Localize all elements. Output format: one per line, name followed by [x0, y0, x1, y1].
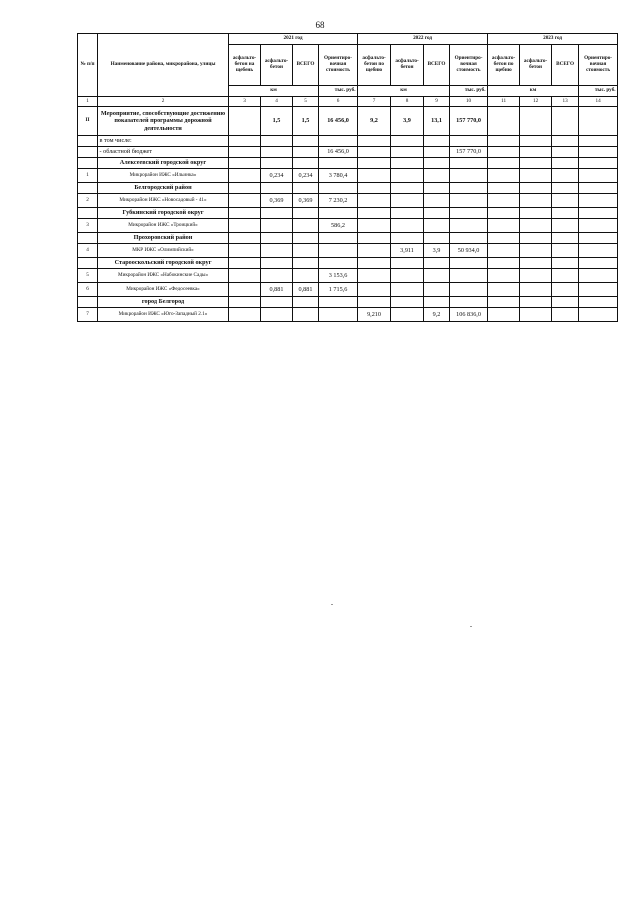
empty-cell: [261, 183, 293, 194]
empty-cell: [579, 297, 618, 308]
value-cell: [488, 219, 520, 233]
header-name-cell: Наименование района, микрорайона, улицы: [98, 34, 229, 97]
empty-cell: [424, 208, 450, 219]
scan-speck: [470, 626, 472, 627]
row-name-cell: - областной бюджет: [98, 147, 229, 158]
value-cell: 3,9: [391, 107, 424, 136]
value-cell: [319, 308, 358, 322]
empty-cell: [520, 297, 552, 308]
empty-cell: [319, 233, 358, 244]
subhead-cell: ВСЕГО: [293, 45, 319, 86]
value-cell: [552, 244, 579, 258]
value-cell: [424, 147, 450, 158]
empty-cell: [552, 208, 579, 219]
row-number-cell: 5: [78, 269, 98, 283]
section-row: [78, 158, 618, 169]
empty-cell: [552, 158, 579, 169]
empty-cell: [261, 158, 293, 169]
empty-cell: [579, 183, 618, 194]
empty-cell: [579, 233, 618, 244]
empty-cell: [450, 208, 488, 219]
row-number-cell: [78, 136, 98, 147]
empty-cell: [552, 233, 579, 244]
row-name-cell: Микрорайон ИЖС «Юго-Западный 2.1»: [98, 308, 229, 322]
value-cell: [229, 244, 261, 258]
value-cell: [488, 147, 520, 158]
value-cell: 9,2: [424, 308, 450, 322]
empty-cell: [229, 297, 261, 308]
subhead-cell: Ориентиро-вочная стоимость: [579, 45, 618, 86]
value-cell: [552, 107, 579, 136]
empty-cell: [579, 208, 618, 219]
value-cell: [579, 169, 618, 183]
subhead-cell: Ориентиро-вочная стоимость: [319, 45, 358, 86]
empty-cell: [319, 208, 358, 219]
row-name-cell: Микрорайон ИЖС «Троицкий»: [98, 219, 229, 233]
value-cell: [579, 194, 618, 208]
value-cell: 3,911: [391, 244, 424, 258]
value-cell: [488, 194, 520, 208]
value-cell: 1,5: [293, 107, 319, 136]
value-cell: [450, 283, 488, 297]
empty-cell: [229, 233, 261, 244]
empty-cell: [358, 183, 391, 194]
empty-cell: [520, 208, 552, 219]
unit-rub-2021: тыс. руб.: [319, 86, 358, 97]
empty-cell: [450, 297, 488, 308]
value-cell: [579, 283, 618, 297]
value-cell: [358, 244, 391, 258]
empty-cell: [424, 258, 450, 269]
value-cell: [520, 169, 552, 183]
empty-cell: [319, 158, 358, 169]
value-cell: [293, 147, 319, 158]
value-cell: [319, 244, 358, 258]
value-cell: [520, 136, 552, 147]
value-cell: [261, 308, 293, 322]
value-cell: [358, 194, 391, 208]
empty-cell: [293, 297, 319, 308]
value-cell: 157 770,0: [450, 147, 488, 158]
value-cell: [424, 269, 450, 283]
table-row: [78, 308, 618, 322]
empty-cell: [358, 233, 391, 244]
empty-cell: [579, 158, 618, 169]
empty-cell: [520, 258, 552, 269]
value-cell: [552, 194, 579, 208]
section-title: Прохоровский район: [98, 233, 229, 244]
value-cell: [520, 194, 552, 208]
value-cell: [450, 269, 488, 283]
value-cell: [293, 308, 319, 322]
row-name-cell: Микрорайон ИЖС «Ильинка»: [98, 169, 229, 183]
value-cell: [520, 244, 552, 258]
value-cell: [261, 269, 293, 283]
value-cell: 16 456,0: [319, 107, 358, 136]
column-number-cell: 6: [319, 97, 358, 107]
value-cell: 9,210: [358, 308, 391, 322]
section-no-cell: [78, 208, 98, 219]
column-number-cell: 2: [98, 97, 229, 107]
value-cell: [488, 269, 520, 283]
value-cell: [520, 308, 552, 322]
value-cell: [358, 283, 391, 297]
empty-cell: [391, 183, 424, 194]
value-cell: [358, 169, 391, 183]
empty-cell: [424, 297, 450, 308]
section-row: [78, 258, 618, 269]
empty-cell: [391, 158, 424, 169]
table-row: [78, 219, 618, 233]
empty-cell: [552, 183, 579, 194]
empty-cell: [319, 297, 358, 308]
empty-cell: [424, 183, 450, 194]
header-year-2021: 2021 год: [229, 34, 358, 45]
row-name-cell: Микрорайон ИЖС «Набокинские Сады»: [98, 269, 229, 283]
empty-cell: [358, 258, 391, 269]
value-cell: [520, 219, 552, 233]
value-cell: [391, 283, 424, 297]
value-cell: [391, 169, 424, 183]
empty-cell: [391, 233, 424, 244]
value-cell: [488, 283, 520, 297]
row-number-cell: 1: [78, 169, 98, 183]
value-cell: 7 230,2: [319, 194, 358, 208]
empty-cell: [520, 158, 552, 169]
value-cell: 9,2: [358, 107, 391, 136]
value-cell: [579, 147, 618, 158]
column-number-cell: 4: [261, 97, 293, 107]
value-cell: [424, 169, 450, 183]
table-row: [78, 169, 618, 183]
value-cell: [552, 136, 579, 147]
empty-cell: [391, 297, 424, 308]
empty-cell: [488, 158, 520, 169]
empty-cell: [579, 258, 618, 269]
row-number-cell: 2: [78, 194, 98, 208]
value-cell: [552, 308, 579, 322]
empty-cell: [229, 258, 261, 269]
value-cell: [579, 308, 618, 322]
row-name-cell: Микрорайон ИЖС «Федосеевка»: [98, 283, 229, 297]
value-cell: [552, 283, 579, 297]
value-cell: [229, 107, 261, 136]
subhead-cell: ВСЕГО: [552, 45, 579, 86]
value-cell: 3,9: [424, 244, 450, 258]
empty-cell: [358, 158, 391, 169]
value-cell: [229, 269, 261, 283]
value-cell: [391, 194, 424, 208]
section-no-cell: [78, 233, 98, 244]
value-cell: [261, 136, 293, 147]
empty-cell: [293, 158, 319, 169]
scan-speck: [331, 604, 333, 605]
section-title: Белгородский район: [98, 183, 229, 194]
table-row: [78, 147, 618, 158]
value-cell: [488, 107, 520, 136]
value-cell: [552, 219, 579, 233]
value-cell: [552, 269, 579, 283]
value-cell: [293, 269, 319, 283]
value-cell: [293, 136, 319, 147]
empty-cell: [229, 158, 261, 169]
section-title: Алексеевский городской округ: [98, 158, 229, 169]
column-number-cell: 5: [293, 97, 319, 107]
unit-rub-2023: тыс. руб.: [579, 86, 618, 97]
empty-cell: [319, 258, 358, 269]
table-row: [78, 244, 618, 258]
column-number-cell: 14: [579, 97, 618, 107]
subhead-cell: асфальто-бетон по щебню: [358, 45, 391, 86]
empty-cell: [319, 183, 358, 194]
value-cell: [520, 147, 552, 158]
value-cell: [358, 269, 391, 283]
value-cell: [261, 244, 293, 258]
empty-cell: [229, 208, 261, 219]
section-row: [78, 297, 618, 308]
value-cell: 1,5: [261, 107, 293, 136]
value-cell: [579, 136, 618, 147]
empty-cell: [450, 183, 488, 194]
value-cell: [424, 194, 450, 208]
value-cell: [229, 147, 261, 158]
empty-cell: [488, 297, 520, 308]
header-year-2022: 2022 год: [358, 34, 488, 45]
value-cell: [391, 136, 424, 147]
value-cell: 157 770,0: [450, 107, 488, 136]
subhead-cell: асфальто-бетон: [261, 45, 293, 86]
value-cell: [424, 283, 450, 297]
value-cell: [450, 136, 488, 147]
empty-cell: [293, 208, 319, 219]
empty-cell: [488, 233, 520, 244]
value-cell: 586,2: [319, 219, 358, 233]
page-number: 68: [315, 20, 325, 30]
value-cell: [450, 219, 488, 233]
column-number-cell: 13: [552, 97, 579, 107]
value-cell: [358, 147, 391, 158]
value-cell: 106 836,0: [450, 308, 488, 322]
value-cell: [229, 283, 261, 297]
value-cell: 3 153,6: [319, 269, 358, 283]
value-cell: [229, 169, 261, 183]
value-cell: 50 934,0: [450, 244, 488, 258]
program-total-row: [78, 107, 618, 136]
row-number-cell: II: [78, 107, 98, 136]
empty-cell: [450, 233, 488, 244]
section-row: [78, 183, 618, 194]
value-cell: [579, 219, 618, 233]
value-cell: 0,369: [261, 194, 293, 208]
value-cell: [450, 169, 488, 183]
value-cell: [552, 147, 579, 158]
empty-cell: [488, 258, 520, 269]
column-number-cell: 1: [78, 97, 98, 107]
column-number-cell: 9: [424, 97, 450, 107]
value-cell: [391, 147, 424, 158]
subhead-cell: асфальто-бетон: [391, 45, 424, 86]
empty-cell: [358, 297, 391, 308]
value-cell: [488, 136, 520, 147]
value-cell: [579, 244, 618, 258]
empty-cell: [552, 297, 579, 308]
value-cell: 16 456,0: [319, 147, 358, 158]
value-cell: [579, 107, 618, 136]
unit-km-2022: км: [358, 86, 450, 97]
unit-rub-2022: тыс. руб.: [450, 86, 488, 97]
value-cell: [391, 219, 424, 233]
subhead-cell: асфальто-бетон по щебню: [488, 45, 520, 86]
empty-cell: [261, 233, 293, 244]
empty-cell: [261, 297, 293, 308]
header-year-row: [78, 34, 618, 45]
empty-cell: [552, 258, 579, 269]
unit-km-2023: км: [488, 86, 579, 97]
empty-cell: [261, 258, 293, 269]
value-cell: [358, 136, 391, 147]
value-cell: [488, 308, 520, 322]
value-cell: 0,881: [293, 283, 319, 297]
empty-cell: [450, 258, 488, 269]
value-cell: [358, 219, 391, 233]
header-year-2023: 2023 год: [488, 34, 618, 45]
row-number-cell: 6: [78, 283, 98, 297]
empty-cell: [358, 208, 391, 219]
section-title: Губкинский городской округ: [98, 208, 229, 219]
value-cell: [424, 136, 450, 147]
table-row: [78, 136, 618, 147]
value-cell: 13,1: [424, 107, 450, 136]
empty-cell: [229, 183, 261, 194]
column-number-cell: 8: [391, 97, 424, 107]
value-cell: 0,234: [261, 169, 293, 183]
value-cell: [261, 219, 293, 233]
column-number-row: [78, 97, 618, 107]
empty-cell: [293, 233, 319, 244]
empty-cell: [520, 233, 552, 244]
column-number-cell: 10: [450, 97, 488, 107]
subhead-cell: асфальто-бетон на щебень: [229, 45, 261, 86]
row-number-cell: 4: [78, 244, 98, 258]
value-cell: [520, 107, 552, 136]
value-cell: [552, 169, 579, 183]
value-cell: [520, 269, 552, 283]
value-cell: 3 780,4: [319, 169, 358, 183]
value-cell: [450, 194, 488, 208]
value-cell: [391, 269, 424, 283]
empty-cell: [520, 183, 552, 194]
value-cell: [319, 136, 358, 147]
value-cell: [293, 244, 319, 258]
unit-km-2021: км: [229, 86, 319, 97]
empty-cell: [391, 258, 424, 269]
section-title: Старооскольский городской округ: [98, 258, 229, 269]
empty-cell: [293, 183, 319, 194]
section-row: [78, 233, 618, 244]
section-no-cell: [78, 183, 98, 194]
road-program-table: [77, 33, 618, 322]
value-cell: [488, 169, 520, 183]
column-number-cell: 11: [488, 97, 520, 107]
empty-cell: [391, 208, 424, 219]
section-title: город Белгород: [98, 297, 229, 308]
value-cell: [293, 219, 319, 233]
table-row: [78, 269, 618, 283]
row-name-cell: Мероприятие, способствующие достижению показателей программы дорожной деятельности: [98, 107, 229, 136]
section-no-cell: [78, 258, 98, 269]
value-cell: [229, 308, 261, 322]
subhead-cell: ВСЕГО: [424, 45, 450, 86]
value-cell: 0,881: [261, 283, 293, 297]
row-number-cell: 3: [78, 219, 98, 233]
value-cell: [520, 283, 552, 297]
row-number-cell: [78, 147, 98, 158]
empty-cell: [261, 208, 293, 219]
section-no-cell: [78, 158, 98, 169]
table-row: [78, 194, 618, 208]
value-cell: [391, 308, 424, 322]
header-no-cell: № п/п: [78, 34, 98, 97]
row-name-cell: МКР ИЖС «Олимпийский»: [98, 244, 229, 258]
subhead-cell: Ориентиро-вочная стоимость: [450, 45, 488, 86]
row-name-cell: в том числе:: [98, 136, 229, 147]
value-cell: [229, 136, 261, 147]
value-cell: [229, 219, 261, 233]
table-row: [78, 283, 618, 297]
value-cell: 0,234: [293, 169, 319, 183]
value-cell: [261, 147, 293, 158]
empty-cell: [488, 208, 520, 219]
value-cell: [579, 269, 618, 283]
value-cell: 1 715,6: [319, 283, 358, 297]
empty-cell: [293, 258, 319, 269]
row-name-cell: Микрорайон ИЖС «Новосадовый - 41»: [98, 194, 229, 208]
value-cell: 0,369: [293, 194, 319, 208]
column-number-cell: 3: [229, 97, 261, 107]
value-cell: [488, 244, 520, 258]
row-number-cell: 7: [78, 308, 98, 322]
empty-cell: [488, 183, 520, 194]
section-no-cell: [78, 297, 98, 308]
value-cell: [424, 219, 450, 233]
column-number-cell: 12: [520, 97, 552, 107]
empty-cell: [450, 158, 488, 169]
section-row: [78, 208, 618, 219]
empty-cell: [424, 233, 450, 244]
empty-cell: [424, 158, 450, 169]
value-cell: [229, 194, 261, 208]
subhead-cell: асфальто-бетон: [520, 45, 552, 86]
column-number-cell: 7: [358, 97, 391, 107]
